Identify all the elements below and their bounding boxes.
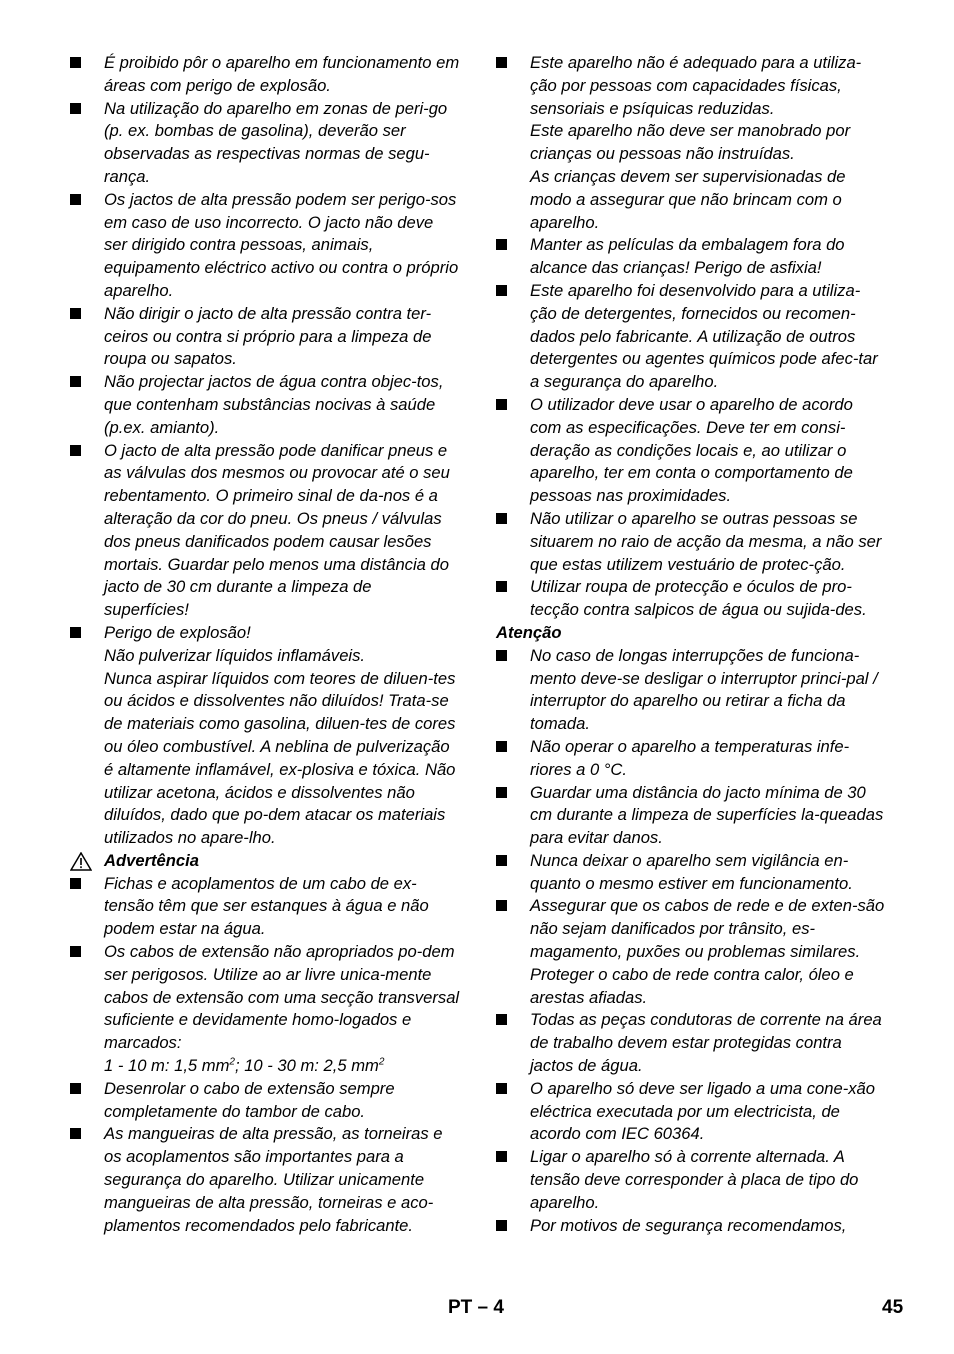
list-item: Assegurar que os cabos de rede e de exten-são não sejam danificados por trânsito, es-magamento, puxões ou problemas similares. Proteger o cabo de rede contra calor, óleo e arestas afiadas. xyxy=(496,895,886,1009)
list-item: Não utilizar o aparelho se outras pessoas se situarem no raio de acção da mesma, a não ser que estas utilizem vestuário de protec-ção. xyxy=(496,508,886,576)
attention-heading: Atenção xyxy=(496,622,562,642)
page-number: 45 xyxy=(882,1297,904,1318)
right-column xyxy=(496,52,886,1237)
list-item: Os cabos de extensão não apropriados po-dem ser perigosos. Utilize ao ar livre unica-mente cabos de extensão com uma secção transversal suficiente e devidamente homo-logados e marcados: 1 - 10 m: 1,5 $mm^2$; 10 - 30 m: 2,5 $mm^2$ xyxy=(70,941,460,1078)
left-column xyxy=(70,52,460,1237)
list-item: O aparelho só deve ser ligado a uma cone-xão eléctrica executada por um electricista, de acordo com IEC 60364. xyxy=(496,1078,886,1146)
list-item: Desenrolar o cabo de extensão sempre completamente do tambor de cabo. xyxy=(70,1078,460,1124)
list-item: Os jactos de alta pressão podem ser perigo-sos em caso de uso incorrecto. O jacto não deve ser dirigido contra pessoas, animais, equipamento eléctrico activo ou contra o próprio aparelho. xyxy=(70,189,460,303)
list-item: Na utilização do aparelho em zonas de peri-go (p. ex. bombas de gasolina), deverão ser observadas as respectivas normas de segu-rança. xyxy=(70,98,460,189)
list-item: Todas as peças condutoras de corrente na área de trabalho devem estar protegidas contra jactos de água. xyxy=(496,1009,886,1077)
list-item: Não operar o aparelho a temperaturas infe-riores a 0 °C. xyxy=(496,736,886,782)
list-item: Fichas e acoplamentos de um cabo de ex-tensão têm que ser estanques à água e não podem estar na água. xyxy=(70,873,460,941)
cable-spec: 1 - 10 m: 1,5 $mm^2$; 10 - 30 m: 2,5 $mm^2$ xyxy=(104,1056,385,1076)
warning-triangle-icon xyxy=(70,852,92,871)
list-item: Perigo de explosão! Não pulverizar líquidos inflamáveis. Nunca aspirar líquidos com teores de diluen-tes ou ácidos e dissolventes não diluídos! Trata-se de materiais como gasolina, diluen-tes de cores ou óleo combustível. A neblina de pulverização é altamente inflamável, ex-plosiva e tóxica. Não utilizar acetona, ácidos e dissolventes não diluídos, dado que po-dem atacar os materiais utilizados no apare-lho. xyxy=(70,622,460,850)
list-item: No caso de longas interrupções de funciona-mento deve-se desligar o interruptor princi-pal / interruptor do aparelho ou retirar a ficha da tomada. xyxy=(496,645,886,736)
list-item: É proibido pôr o aparelho em funcionamento em áreas com perigo de explosão. xyxy=(70,52,460,98)
list-item: Por motivos de segurança recomendamos, xyxy=(496,1215,886,1238)
list-item: Este aparelho não é adequado para a utiliza-ção por pessoas com capacidades físicas, sensoriais e psíquicas reduzidas. Este aparelho não deve ser manobrado por crianças ou pessoas não instruídas. As crianças devem ser supervisionadas de modo a assegurar que não brincam com o aparelho. xyxy=(496,52,886,234)
list-item: Utilizar roupa de protecção e óculos de pro-tecção contra salpicos de água ou sujida-des. xyxy=(496,576,886,622)
list-item: O utilizador deve usar o aparelho de acordo com as especificações. Deve ter em consi-deração as condições locais e, ao utilizar o aparelho, ter em conta o comportamento de pessoas nas proximidades. xyxy=(496,394,886,508)
list-item: Manter as películas da embalagem fora do alcance das crianças! Perigo de asfixia! xyxy=(496,234,886,280)
list-item: Não projectar jactos de água contra objec-tos, que contenham substâncias nocivas à saúde (p.ex. amianto). xyxy=(70,371,460,439)
list-item: As mangueiras de alta pressão, as torneiras e os acoplamentos são importantes para a segurança do aparelho. Utilizar unicamente mangueiras de alta pressão, torneiras e aco-plamentos recomendados pelo fabricante. xyxy=(70,1123,460,1237)
list-item: Não dirigir o jacto de alta pressão contra ter-ceiros ou contra si próprio para a limpeza de roupa ou sapatos. xyxy=(70,303,460,371)
list-item: O jacto de alta pressão pode danificar pneus e as válvulas dos mesmos ou provocar até o seu rebentamento. O primeiro sinal de da-nos é a alteração da cor do pneu. Os pneus / válvulas dos pneus danificados podem causar lesões mortais. Guardar pelo menos uma distância do jacto de 30 cm durante a limpeza de superfícies! xyxy=(70,440,460,622)
warning-heading: Advertência xyxy=(70,850,460,873)
list-item: Ligar o aparelho só à corrente alternada. A tensão deve corresponder à placa de tipo do aparelho. xyxy=(496,1146,886,1214)
list-item: Este aparelho foi desenvolvido para a utiliza-ção de detergentes, fornecidos ou recomen-dados pelo fabricante. A utilização de outros detergentes ou agentes químicos pode afec-tar a segurança do aparelho. xyxy=(496,280,886,394)
section-page-label: PT – 4 xyxy=(448,1297,504,1318)
list-item: Guardar uma distância do jacto mínima de 30 cm durante a limpeza de superfícies la-queadas para evitar danos. xyxy=(496,782,886,850)
list-item: Nunca deixar o aparelho sem vigilância en-quanto o mesmo estiver em funcionamento. xyxy=(496,850,886,896)
